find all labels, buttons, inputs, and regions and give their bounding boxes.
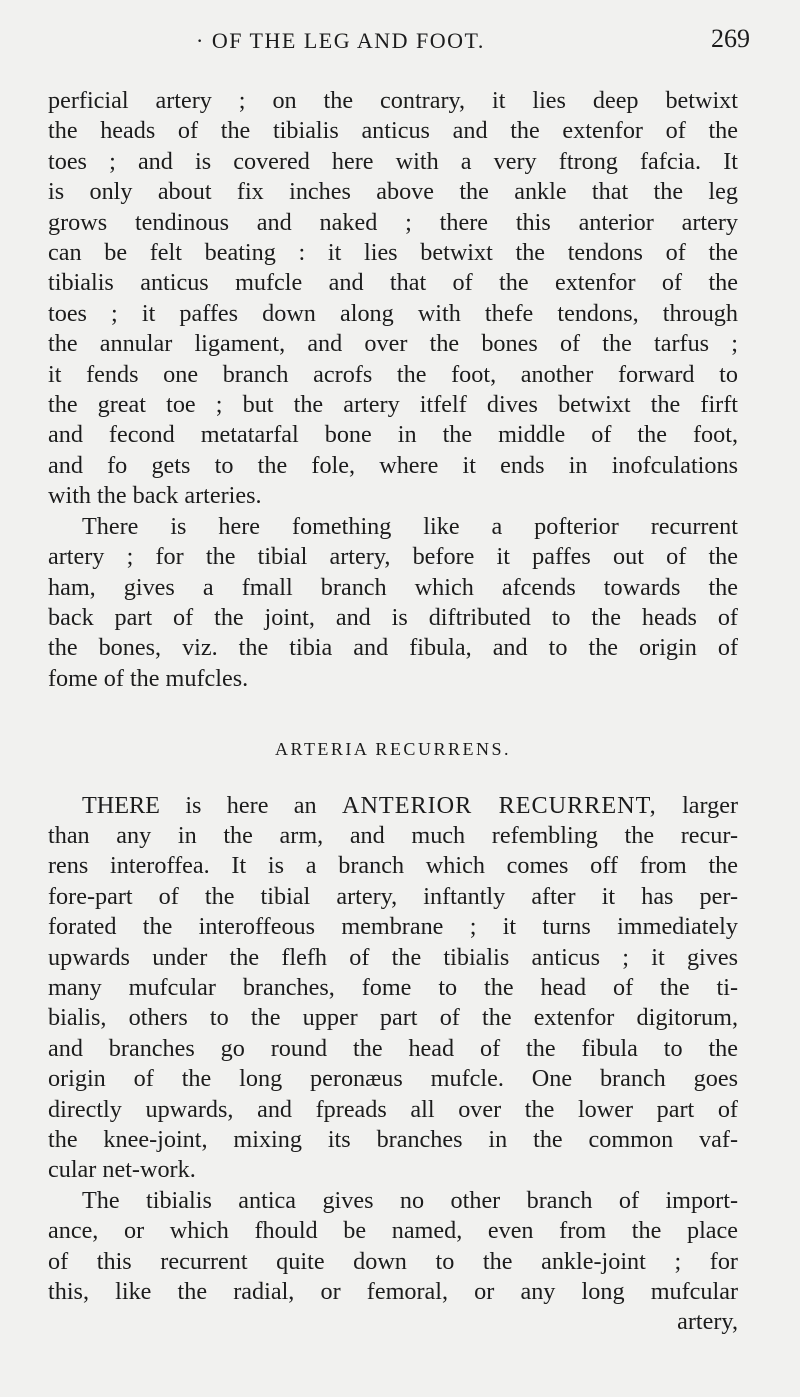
text-fragment: is here an bbox=[185, 791, 317, 819]
running-title: · OF THE LEG AND FOOT. bbox=[196, 28, 485, 53]
text-line: back part of the joint, and is diftributed to the heads of bbox=[48, 603, 738, 631]
text-line: rens interoffea. It is a branch which comes off from the bbox=[48, 852, 738, 880]
text-line: the great toe ; but the artery itfelf dives betwixt the firft bbox=[48, 391, 738, 419]
text-line: the bones, viz. the tibia and fibula, and to the origin of bbox=[48, 634, 738, 662]
paragraph-1 bbox=[48, 86, 738, 512]
text-line: this, like the radial, or femoral, or any long mufcular bbox=[48, 1278, 738, 1306]
text-line: fore-part of the tibial artery, inftantly after it has per- bbox=[48, 882, 738, 910]
text-line: ham, gives a fmall branch which afcends towards the bbox=[48, 573, 738, 601]
body-text bbox=[48, 86, 738, 1338]
text-line: can be felt beating : it lies betwixt the tendons of the bbox=[48, 239, 738, 267]
text-line: upwards under the flefh of the tibialis anticus ; it gives bbox=[48, 943, 738, 971]
text-line: origin of the long peronæus mufcle. One branch goes bbox=[48, 1065, 738, 1093]
text-line: the annular ligament, and over the bones of the tarfus ; bbox=[48, 330, 738, 358]
text-line: ance, or which fhould be named, even from the place bbox=[48, 1217, 738, 1245]
paragraph-2 bbox=[48, 512, 738, 694]
running-head bbox=[48, 24, 750, 56]
text-line: the knee-joint, mixing its branches in the common vaf- bbox=[48, 1126, 738, 1153]
text-line: toes ; and is covered here with a very ftrong fafcia. It bbox=[48, 147, 738, 175]
page-number: 269 bbox=[711, 24, 750, 53]
paragraph-3 bbox=[48, 791, 738, 1186]
text-line: is only about fix inches above the ankle that the leg bbox=[48, 178, 738, 206]
text-line: The tibialis antica gives no other branch of import- bbox=[82, 1186, 738, 1214]
text-line: cular net-work. bbox=[48, 1156, 196, 1184]
term-anterior-recurrent: ANTERIOR RECURRENT, bbox=[342, 791, 657, 819]
text-line: perficial artery ; on the contrary, it lies deep betwixt bbox=[48, 87, 738, 114]
text-line: directly upwards, and fpreads all over the lower part of bbox=[48, 1095, 738, 1123]
text-line: many mufcular branches, fome to the head of the ti- bbox=[48, 973, 738, 1001]
text-line: tibialis anticus mufcle and that of the extenfor of the bbox=[48, 269, 738, 297]
text-line: with the back arteries. bbox=[48, 482, 262, 510]
text-line: it fends one branch acrofs the foot, another forward to bbox=[48, 360, 738, 388]
text-line-first bbox=[48, 791, 738, 821]
text-line: grows tendinous and naked ; there this anterior artery bbox=[48, 208, 738, 236]
text-line: forated the interoffeous membrane ; it turns immediately bbox=[48, 913, 738, 941]
section-heading: ARTERIA RECURRENS. bbox=[275, 739, 511, 760]
text-line: and branches go round the head of the fibula to the bbox=[48, 1034, 738, 1062]
text-line: of this recurrent quite down to the ankle-joint ; for bbox=[48, 1247, 738, 1275]
paragraph-4 bbox=[48, 1186, 738, 1338]
drop-word: THERE bbox=[82, 791, 160, 819]
text-line: toes ; it paffes down along with thefe tendons, through bbox=[48, 299, 738, 327]
text-line: bialis, others to the upper part of the extenfor digitorum, bbox=[48, 1004, 738, 1032]
text-fragment: larger bbox=[682, 791, 738, 819]
text-line: There is here fomething like a pofterior recurrent bbox=[82, 512, 738, 540]
text-line: than any in the arm, and much refembling the recur- bbox=[48, 821, 738, 849]
text-line: and fecond metatarfal bone in the middle of the foot, bbox=[48, 421, 738, 449]
text-line: fome of the mufcles. bbox=[48, 664, 249, 692]
catchword: artery, bbox=[677, 1308, 738, 1336]
text-line: artery ; for the tibial artery, before it paffes out of the bbox=[48, 543, 738, 571]
text-line: the heads of the tibialis anticus and the extenfor of the bbox=[48, 117, 738, 145]
text-line: and fo gets to the fole, where it ends in inofculations bbox=[48, 451, 738, 479]
